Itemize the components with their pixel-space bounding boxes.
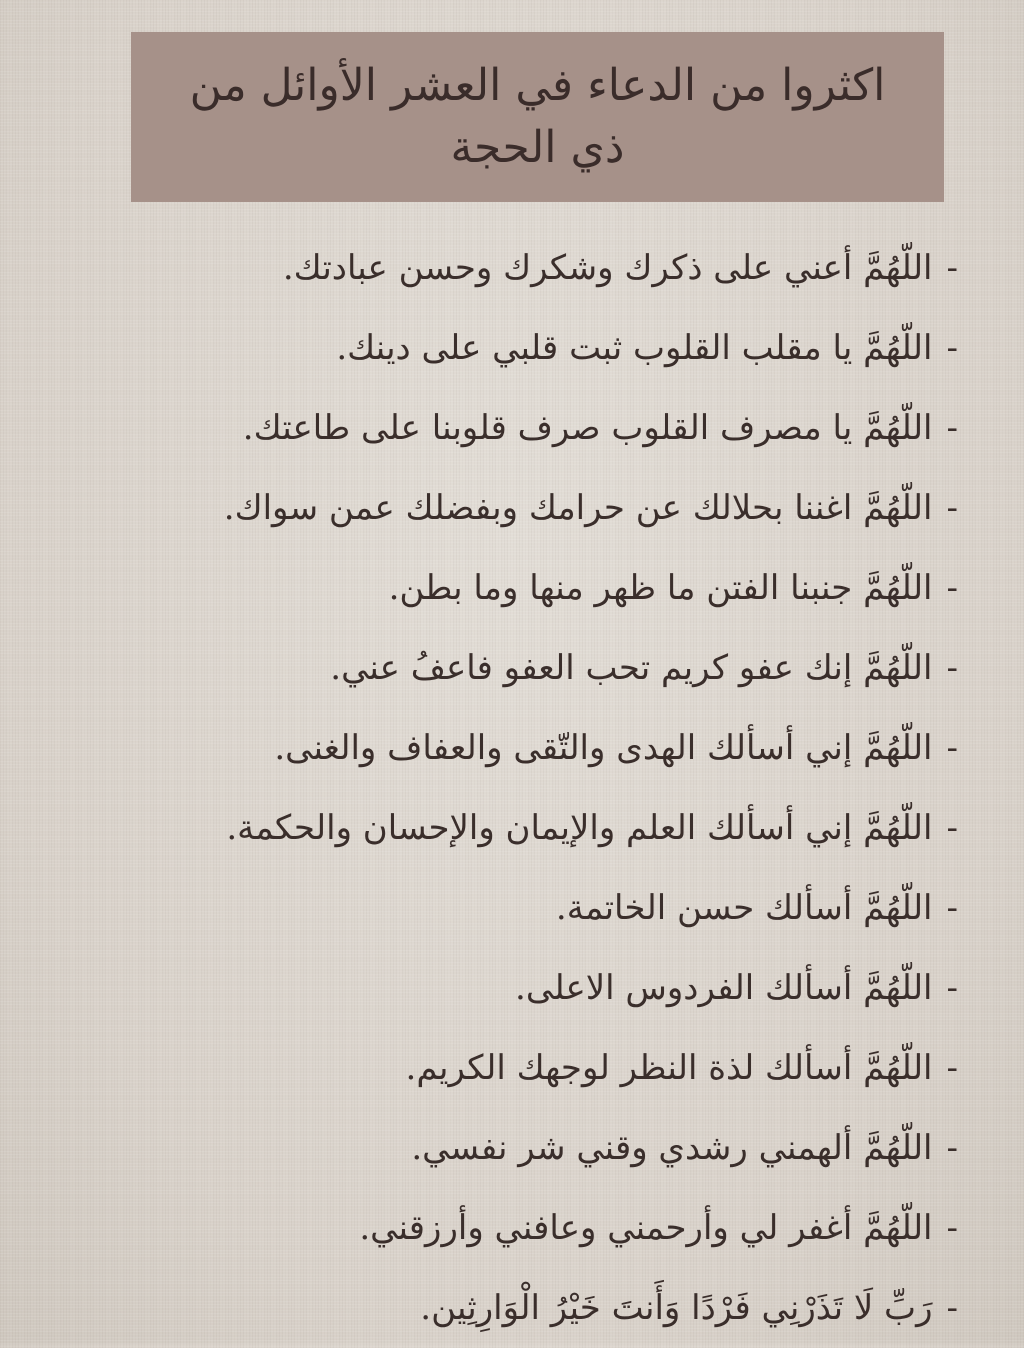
prayer-item bbox=[58, 1028, 958, 1108]
header-banner bbox=[131, 32, 944, 202]
bullet-dash: - bbox=[946, 968, 958, 1008]
prayer-item bbox=[58, 788, 958, 868]
bullet-dash: - bbox=[946, 1208, 958, 1248]
bullet-dash: - bbox=[946, 328, 958, 368]
bullet-dash: - bbox=[946, 728, 958, 768]
prayer-text: اللّهُمَّ اغننا بحلالك عن حرامك وبفضلك عمن سواك. bbox=[223, 488, 933, 528]
prayer-text: اللّهُمَّ يا مصرف القلوب صرف قلوبنا على طاعتك. bbox=[242, 408, 933, 448]
bullet-dash: - bbox=[946, 888, 958, 928]
prayer-text: اللّهُمَّ إنك عفو كريم تحب العفو فاعفُ عني. bbox=[330, 648, 933, 688]
prayer-item bbox=[58, 468, 958, 548]
prayer-item bbox=[58, 1108, 958, 1188]
prayer-item bbox=[58, 228, 958, 308]
prayer-item bbox=[58, 1268, 958, 1348]
prayer-item bbox=[58, 308, 958, 388]
prayer-text: اللّهُمَّ أسألك الفردوس الاعلى. bbox=[515, 968, 933, 1008]
prayer-text: اللّهُمَّ أسألك حسن الخاتمة. bbox=[555, 888, 933, 928]
bullet-dash: - bbox=[946, 1288, 958, 1328]
bullet-dash: - bbox=[946, 1048, 958, 1088]
prayer-list bbox=[58, 228, 958, 1348]
prayer-item bbox=[58, 548, 958, 628]
prayer-text: اللّهُمَّ يا مقلب القلوب ثبت قلبي على دينك. bbox=[336, 328, 933, 368]
bullet-dash: - bbox=[946, 568, 958, 608]
prayer-text: اللّهُمَّ إني أسألك الهدى والتّقى والعفاف والغنى. bbox=[274, 728, 933, 768]
prayer-text: اللّهُمَّ أغفر لي وأرحمني وعافني وأرزقني. bbox=[359, 1208, 933, 1248]
prayer-text: اللّهُمَّ أعني على ذكرك وشكرك وحسن عبادتك. bbox=[282, 248, 933, 288]
bullet-dash: - bbox=[946, 488, 958, 528]
bullet-dash: - bbox=[946, 1128, 958, 1168]
prayer-text: اللّهُمَّ جنبنا الفتن ما ظهر منها وما بطن. bbox=[388, 568, 933, 608]
prayer-text: اللّهُمَّ ألهمني رشدي وقني شر نفسي. bbox=[411, 1128, 933, 1168]
prayer-item bbox=[58, 1188, 958, 1268]
prayer-item bbox=[58, 628, 958, 708]
prayer-text: اللّهُمَّ أسألك لذة النظر لوجهك الكريم. bbox=[405, 1048, 933, 1088]
prayer-text: رَبِّ لَا تَذَرْنِي فَرْدًا وَأَنتَ خَيْرُ الْوَارِثِين. bbox=[420, 1288, 933, 1328]
bullet-dash: - bbox=[946, 408, 958, 448]
bullet-dash: - bbox=[946, 808, 958, 848]
bullet-dash: - bbox=[946, 248, 958, 288]
prayer-item bbox=[58, 868, 958, 948]
prayer-item bbox=[58, 948, 958, 1028]
prayer-item bbox=[58, 708, 958, 788]
prayer-item bbox=[58, 388, 958, 468]
prayer-text: اللّهُمَّ إني أسألك العلم والإيمان والإحسان والحكمة. bbox=[226, 808, 933, 848]
bullet-dash: - bbox=[946, 648, 958, 688]
page-title: اكثروا من الدعاء في العشر الأوائل من ذي الحجة bbox=[189, 60, 886, 173]
